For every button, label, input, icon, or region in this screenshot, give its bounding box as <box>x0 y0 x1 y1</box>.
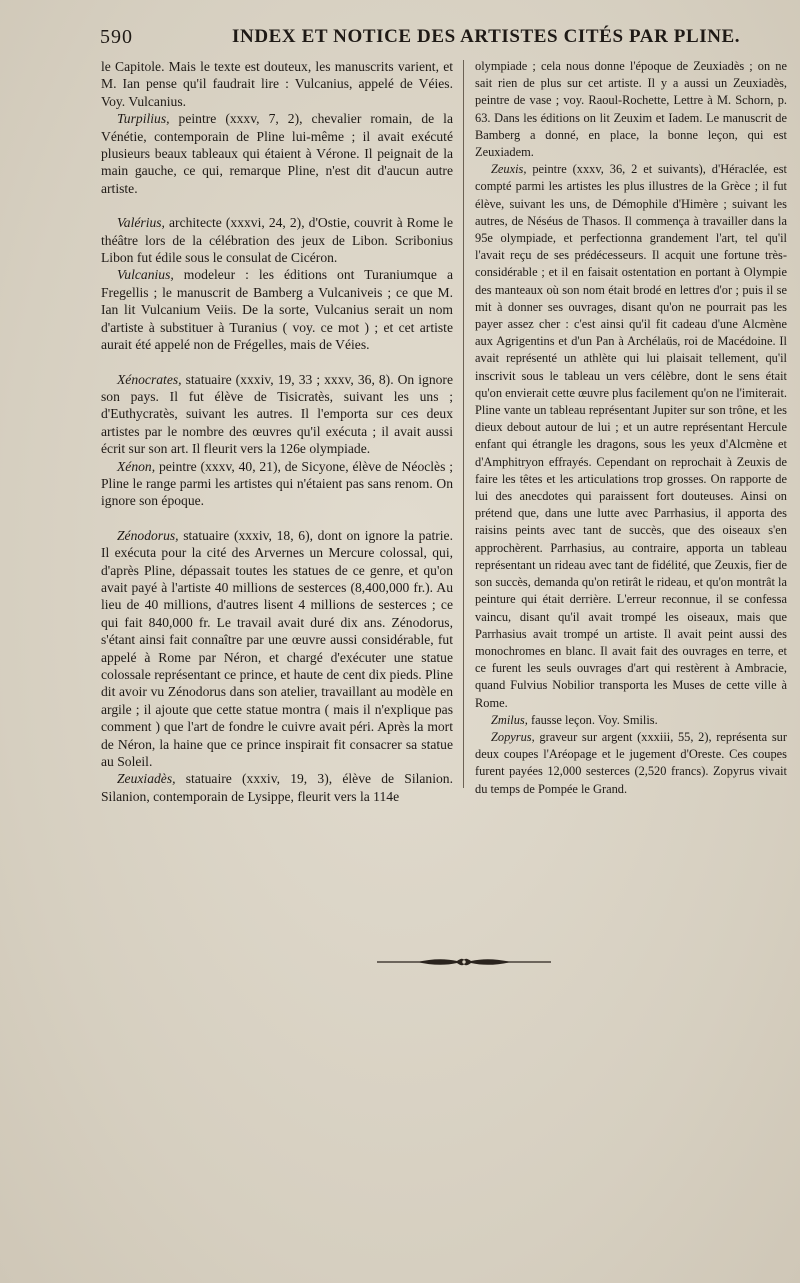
entry-text: olympiade ; cela nous donne l'époque de Zeuxiadès ; on ne sait rien de plus sur cet artiste. Il y a aussi un Zeuxiadès, peintre de vase ; voy. Raoul-Rochette, Lettre à M. Schorn, p. 63. Dans les éditions on lit Zeuxim et Iadem. Le manuscrit de Bamberg a donné, en place, la bonne leçon, qui est Zeuxiadem. <box>475 59 787 160</box>
entry-text: architecte (xxxvi, 24, 2), d'Ostie, couvrit à Rome le théâtre lors de la célébration des jeux de Libon. Scribonius Libon fut édile sous le consulat de Cicéron. <box>101 215 453 266</box>
ornament-rule-icon <box>377 956 551 968</box>
entry-text: modeleur : les éditions ont Turaniumque a Fregellis ; le manuscrit de Bamberg a Vulcaniveis ; ce que M. Ian lit Vulcanium Veiis. De la sorte, Vulcanius serait un nom d'artiste à substituer à Turanius ( voy. ce mot ) ; et cet artiste aurait été appelé non de Frégelles, mais de Véies. <box>101 267 453 353</box>
entry-text: statuaire (xxxiv, 18, 6), dont on ignore la patrie. Il exécuta pour la cité des Arvernes un Mercure colossal, qui, d'après Pline, dépassait toutes les statues de ce genre, et qu'on avait payé à l'artiste 40 millions de sesterces (8,400,000 fr.). Au lieu de 40 millions, d'autres lisent 4 millions de sesterces ; ce qui fait 840,000 fr. Le travail avait duré dix ans. Zénodorus, s'étant ainsi fait connaître par une œuvre aussi considérable, fut appelé à Rome par Néron, et chargé d'exécuter une statue colossale représentant ce prince, et haute de cent dix pieds. Pline dit avoir vu Zénodorus dans son atelier, travaillant au modèle en argile ; il ajoute que cette statue montra ( mais il n'explique pas comment ) que l'art de fondre le cuivre avait péri. Après la mort de Néron, la haine que ce prince inspirait fit consacrer sa statue au Soleil. <box>101 527 453 770</box>
entry-vulcanius <box>101 266 453 353</box>
entry-text: peintre (xxxv, 7, 2), chevalier romain, de la Vénétie, contemporain de Pline lui-même ; il avait exécuté plusieurs beaux tableaux qui étaient à Vérone. Il peignait de la main gauche, ce qui, remarque Pline, n'est dit d'aucun autre artiste. <box>101 111 453 196</box>
entry-continuation <box>475 58 787 161</box>
entry-zopyrus <box>475 729 787 798</box>
entry-zmilus <box>475 712 787 729</box>
entry-turpilius <box>101 110 453 197</box>
entry-term: Xénocrates, <box>117 371 182 387</box>
entry-continuation <box>101 58 453 110</box>
entry-term: Zopyrus, <box>491 729 535 744</box>
page-header <box>100 26 741 54</box>
column-divider <box>463 60 464 788</box>
page-number: 590 <box>100 26 133 48</box>
entry-term: Zeuxis, <box>491 162 527 177</box>
entry-text: le Capitole. Mais le texte est douteux, les manuscrits varient, et M. Ian pense qu'il faudrait lire : Vulcanius, appelé de Véies. Voy. Vulcanius. <box>101 59 453 109</box>
running-title: INDEX ET NOTICE DES ARTISTES CITÉS PAR PLINE. <box>232 26 741 47</box>
entry-xenocrates <box>101 371 453 458</box>
entry-text: peintre (xxxv, 36, 2 et suivants), d'Héraclée, est compté parmi les artistes les plus illustres de la Grèce ; il fut élève, suivant les uns, de Démophile d'Himère ; suivant les autres, de Néséus de Thasos. Il commença à travailler dans la 95e olympiade, et perfectionna grandement l'art, tel qu'il l'avait reçu de ses prédécesseurs. Il acquit une fortune très-considérable ; et il en faisait ostentation en portant à Olympie des manteaux où son nom était brodé en lettres d'or ; puis il se mit à donner ses ouvrages, disant qu'on ne pourrait pas les payer assez cher : c'est ainsi qu'il fit cadeau d'une Alcmène aux Agrigentins et d'un Pan à Archélaüs, roi de Macédoine. Il avait représenté un athlète qui lui plaisait tellement, qu'il inscrivit sous le tableau un vers célèbre, dont le sens était qu'on envierait cette œuvre plus facilement qu'on ne l'imiterait. Pline vante un tableau représentant Jupiter sur son trône, et les dieux debout autour de lui ; et un autre représentant Hercule enfant qui étrangle les dragons, sous les yeux d'Alcmène et d'Amphitryon effrayés. Cependant on reprochait à Zeuxis de faire les têtes et les articulations trop grosses. On rapporte de lui des anecdotes qui paraissent fort douteuses. Ainsi on prétend que, dans une lutte avec Parrhasius, il apporta des raisins peints avec tant de succès, que des oiseaux s'en approchèrent. Parrhasius, au contraire, apporta un tableau représentant un rideau avec tant de fidélité, que Zeuxis, fier de son succès, demanda qu'on retirât le rideau, et qu'on montrât la peinture qui était derrière. L'erreur reconnue, il se confessa vaincu, disant qu'il avait trompé les oiseaux, mais que Parrhasius avait trompé un artiste. Il avait peint aussi des monochromes en blanc. Il avait fait des ouvrages en terre, et ce furent les seuls ouvrages d'art qui restèrent à Ambracie, quand Fulvius Nobilior transporta les Muses de cette ville à Rome. <box>475 162 787 710</box>
entry-xenon <box>101 458 453 510</box>
right-column <box>475 58 787 798</box>
entry-term: Zmilus, <box>491 712 528 727</box>
entry-term: Valérius, <box>117 215 165 231</box>
entry-text: fausse leçon. Voy. Smilis. <box>527 712 658 727</box>
entry-valerius <box>101 214 453 266</box>
entry-term: Vulcanius, <box>117 267 174 283</box>
left-column <box>101 58 453 805</box>
entry-text: statuaire (xxxiv, 19, 33 ; xxxv, 36, 8). On ignore son pays. Il fut élève de Tisicratès, suivant les uns ; d'Euthycratès, suivant les autres. Il l'emporta sur ces deux artistes par le nombre des œuvres qu'il exécuta ; il avait aussi écrit sur son art. Il fleurit vers la 126e olympiade. <box>101 371 453 457</box>
entry-zenodorus <box>101 527 453 771</box>
entry-zeuxis <box>475 161 787 712</box>
entry-term: Zeuxiadès, <box>117 771 176 787</box>
entry-text: graveur sur argent (xxxiii, 55, 2), représenta sur deux coupes l'Aréopage et le jugement d'Oreste. Ces coupes furent payées 12,000 sesterces (2,520 francs). Zopyrus vivait du temps de Pompée le Grand. <box>475 729 787 796</box>
entry-text: peintre (xxxv, 40, 21), de Sicyone, élève de Néoclès ; Pline le range parmi les artistes qui n'étaient pas sans renom. On ignore son époque. <box>101 458 453 509</box>
entry-zeuxiades <box>101 770 453 805</box>
entry-term: Turpilius, <box>117 111 170 127</box>
entry-term: Xénon, <box>117 458 156 474</box>
entry-term: Zénodorus, <box>117 527 179 543</box>
entry-text: statuaire (xxxiv, 19, 3), élève de Silanion. Silanion, contemporain de Lysippe, fleurit vers la 114e <box>101 771 453 804</box>
